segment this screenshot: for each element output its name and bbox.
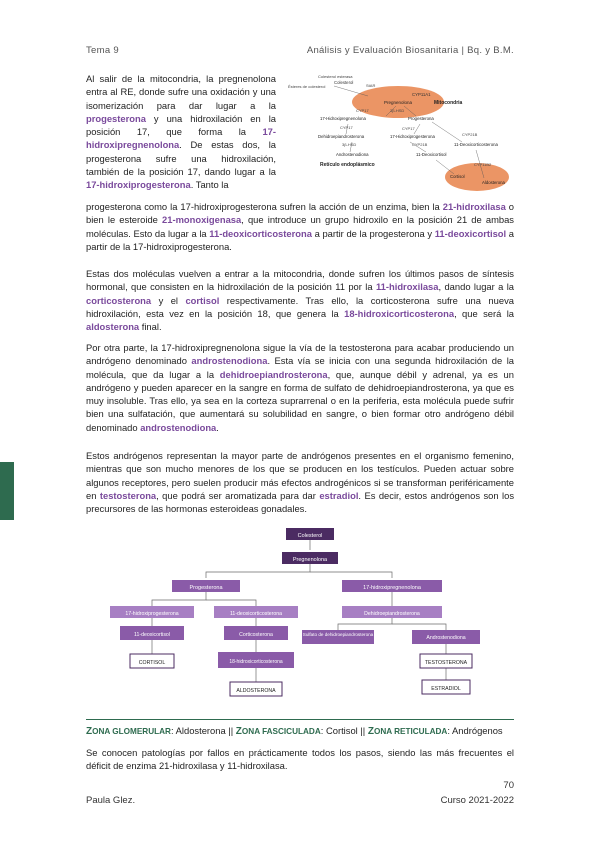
svg-text:Retículo endoplásmico: Retículo endoplásmico [320,162,375,168]
svg-text:3β-HSD: 3β-HSD [390,108,405,113]
svg-text:CYP17: CYP17 [356,108,369,113]
svg-text:11-Deoxicorticosterona: 11-Deoxicorticosterona [454,142,498,147]
svg-text:Colesterol: Colesterol [297,533,323,539]
svg-text:Corticosterona: Corticosterona [239,632,273,638]
steroidogenesis-figure [286,74,514,194]
svg-text:Colesterol esterasa: Colesterol esterasa [318,74,353,79]
svg-text:Progesterona: Progesterona [189,585,223,591]
zone-glomerular-label: ZONA GLOMERULAR [86,726,171,737]
svg-text:17-hidroxipregnenolona: 17-hidroxipregnenolona [363,585,421,591]
svg-text:CYP17: CYP17 [340,125,353,130]
svg-text:CYP21B: CYP21B [462,132,478,137]
svg-text:Androstenodiona: Androstenodiona [426,635,466,641]
footer-author: Paula Glez. [86,795,136,806]
closing-paragraph: Se conocen patologías por fallos en prácticamente todos los pasos, siendo las más frecuentes el déficit de enzima 21-hidroxilasa y 11-hidroxilasa. [86,747,514,772]
svg-text:Pregnenolona: Pregnenolona [292,557,328,563]
svg-text:Dehidroepiandrosterona: Dehidroepiandrosterona [364,611,420,617]
header-subject: Análisis y Evaluación Biosanitaria | Bq. y B.M. [306,45,514,56]
side-tab-marker [0,462,14,520]
svg-text:Ésteres de colesterol: Ésteres de colesterol [288,84,326,89]
paragraph-mitochondria-steps: Estas dos moléculas vuelven a entrar a la mitocondria, donde sufren los últimos pasos de síntesis hormonal, que consisten en la hidroxilación de la posición 11 por la 11-hidroxilasa, dando lugar a la corticosterona y el cortisol respectivamente. Tras ello, la corticosterona sufre una nueva hidroxilación, esta vez en la posición 18, que genera la 18-hidroxicorticosterona, que será la aldosterona final. [86,268,515,333]
svg-text:17-Hidroxiprogesterona: 17-Hidroxiprogesterona [390,134,435,139]
svg-text:ALDOSTERONA: ALDOSTERONA [236,688,276,694]
page-number: 70 [503,780,514,791]
paragraph-testosterone-path: Por otra parte, la 17-hidroxipregnenolona sigue la vía de la testosterona para acabar produciendo un andrógeno denominado androstenodiona. Esta vía se inicia con una segunda hidroxilación de la molécula, que da lugar a la dehidroepiandrosterona, que, aunque débil y adrenal, ya es un andrógeno y pueden aparecer en la sangre en forma de sulfato de dehidroepiandrosterona, ya que es muy insoluble. Tras ello, ya sea en la corteza suprarrenal o en la periferia, esta molécula puede sufrir bien una sulfatación, que aumentará su solubilidad en sangre, o bien formar otro andrógeno débil denominado androstenodiona. [86,342,514,433]
paragraph-21-hydroxylase: progesterona como la 17-hidroxiprogesterona sufren la acción de un enzima, bien la 21-hidroxilasa o bien le esteroide 21-monoxigenasa, que introduce un grupo hidroxilo en la posición 21 de ambas moléculas. Esto da lugar a la 11-deoxicorticosterona a partir de la progesterona y 11-deoxicortisol a partir de la 17-hidroxiprogesterona. [86,201,515,252]
svg-text:Cortisol: Cortisol [450,174,465,179]
svg-text:Colesterol: Colesterol [334,80,354,85]
svg-text:CYP11B2: CYP11B2 [474,162,492,167]
svg-text:11-deoxicorticosterona: 11-deoxicorticosterona [229,611,283,617]
footer-course: Curso 2021-2022 [440,795,514,806]
zone-glomerular-value: Aldosterona [175,725,226,736]
svg-text:Progesterona: Progesterona [408,116,434,121]
svg-text:Sulfato de dehidroepiandroster: Sulfato de dehidroepiandrosterona [302,632,374,637]
paragraph-androgens: Estos andrógenos representan la mayor parte de andrógenos presentes en el organismo femenino, mientras que son mucho menores de los que se producen en los testículos. Pueden actuar sobre algunos receptores, pero suelen producir más efectos androgénicos si se transforman periféricamente en testosterona, que podrá ser aromatizada para dar estradiol. Es decir, estos andrógenos son los precursores de las hormonas esteroideas gonadales. [86,450,515,515]
svg-text:17-hidroxiprogesterona: 17-hidroxiprogesterona [125,611,179,617]
svg-text:Dehidroepiandrosterona: Dehidroepiandrosterona [318,134,365,139]
intro-paragraph: Al salir de la mitocondria, la pregnenolona entra al RE, donde sufre una oxidación y una isomerización para dar lugar a la progesterona y una hidroxilación en la posición 17, que forma la 17-hidroxipregnenolona. De estas dos, la progesterona sufre una hidroxilación, también de la posición 17, dando lugar a la 17-hidroxiprogesterona. Tanto la [86,73,276,191]
header-topic: Tema 9 [86,45,119,56]
zones-summary: ZONA GLOMERULAR: Aldosterona || ZONA FASCICULADA: Cortisol || ZONA RETICULADA: Andrógenos [86,719,514,738]
zone-fasciculada-value: Cortisol [325,725,358,736]
svg-text:CYP17: CYP17 [402,126,415,131]
svg-text:Aldosterona: Aldosterona [482,180,505,185]
svg-text:11-Deoxicortisol: 11-Deoxicortisol [416,152,447,157]
svg-text:CYP21B: CYP21B [412,142,428,147]
svg-text:ESTRADIOL: ESTRADIOL [431,686,461,692]
svg-text:CYP11A1: CYP11A1 [412,92,431,97]
zone-reticulada-value: Andrógenos [452,725,503,736]
svg-text:TESTOSTERONA: TESTOSTERONA [424,660,468,666]
steroid-synthesis-diagram [106,526,486,708]
svg-text:CORTISOL: CORTISOL [138,660,166,666]
svg-text:3β-HSD: 3β-HSD [342,142,357,147]
svg-text:18-hidroxicorticosterona: 18-hidroxicorticosterona [229,659,283,665]
zone-fasciculada-label: ZONA FASCICULADA [235,726,321,737]
svg-text:Androstenodiona: Androstenodiona [336,152,369,157]
svg-text:StAR: StAR [366,83,376,88]
svg-text:11-deoxicortisol: 11-deoxicortisol [134,632,170,638]
svg-text:Pregnenolona: Pregnenolona [384,100,413,105]
zone-reticulada-label: ZONA RETICULADA [367,726,448,737]
svg-text:Mitocondria: Mitocondria [434,100,463,106]
svg-text:17-Hidroxipregnenolona: 17-Hidroxipregnenolona [320,116,366,121]
